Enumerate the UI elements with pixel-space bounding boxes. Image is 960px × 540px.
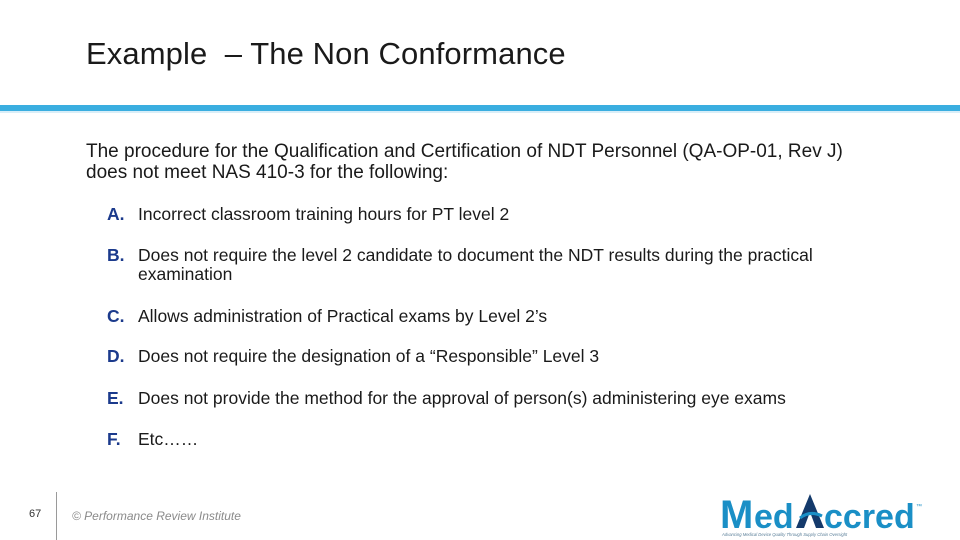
list-text: Does not require the level 2 candidate to document the NDT results during the practical examination [138, 245, 813, 284]
list-letter: D. [107, 346, 125, 366]
page-number: 67 [29, 508, 42, 520]
list-text: Allows administration of Practical exams by Level 2’s [138, 306, 548, 326]
list-item-e [107, 389, 897, 408]
svg-text:ccred: ccred [824, 498, 915, 536]
list-letter: F. [107, 429, 121, 449]
list-letter: E. [107, 388, 124, 408]
logo-tagline: Advancing Medical Device Quality Through Supply Chain Oversight [722, 532, 848, 537]
slide-title: Example – The Non Conformance [86, 36, 566, 71]
list-text: Does not require the designation of a “Responsible” Level 3 [138, 346, 600, 366]
list-text: Does not provide the method for the approval of person(s) administering eye exams [138, 388, 786, 408]
footer-divider [56, 492, 57, 540]
title-divider-shadow [0, 111, 960, 113]
svg-text:M: M [720, 493, 754, 537]
list-letter: A. [107, 204, 125, 224]
list-item-f [107, 430, 897, 449]
svg-text:™: ™ [916, 504, 922, 510]
svg-text:ed: ed [754, 498, 794, 536]
intro-paragraph: The procedure for the Qualification and Certification of NDT Personnel (QA-OP-01, Rev J) does not meet NAS 410-3 for the following: [86, 141, 843, 183]
list-text: Incorrect classroom training hours for PT level 2 [138, 204, 510, 224]
list-letter: C. [107, 306, 125, 326]
list-item-b [107, 246, 897, 284]
list-item-a [107, 205, 897, 224]
copyright-text: © Performance Review Institute [72, 509, 241, 523]
list-letter: B. [107, 245, 125, 265]
medaccred-logo [718, 488, 928, 538]
list-item-d [107, 347, 897, 366]
list-item-c [107, 307, 897, 326]
list-text: Etc…… [138, 429, 199, 449]
